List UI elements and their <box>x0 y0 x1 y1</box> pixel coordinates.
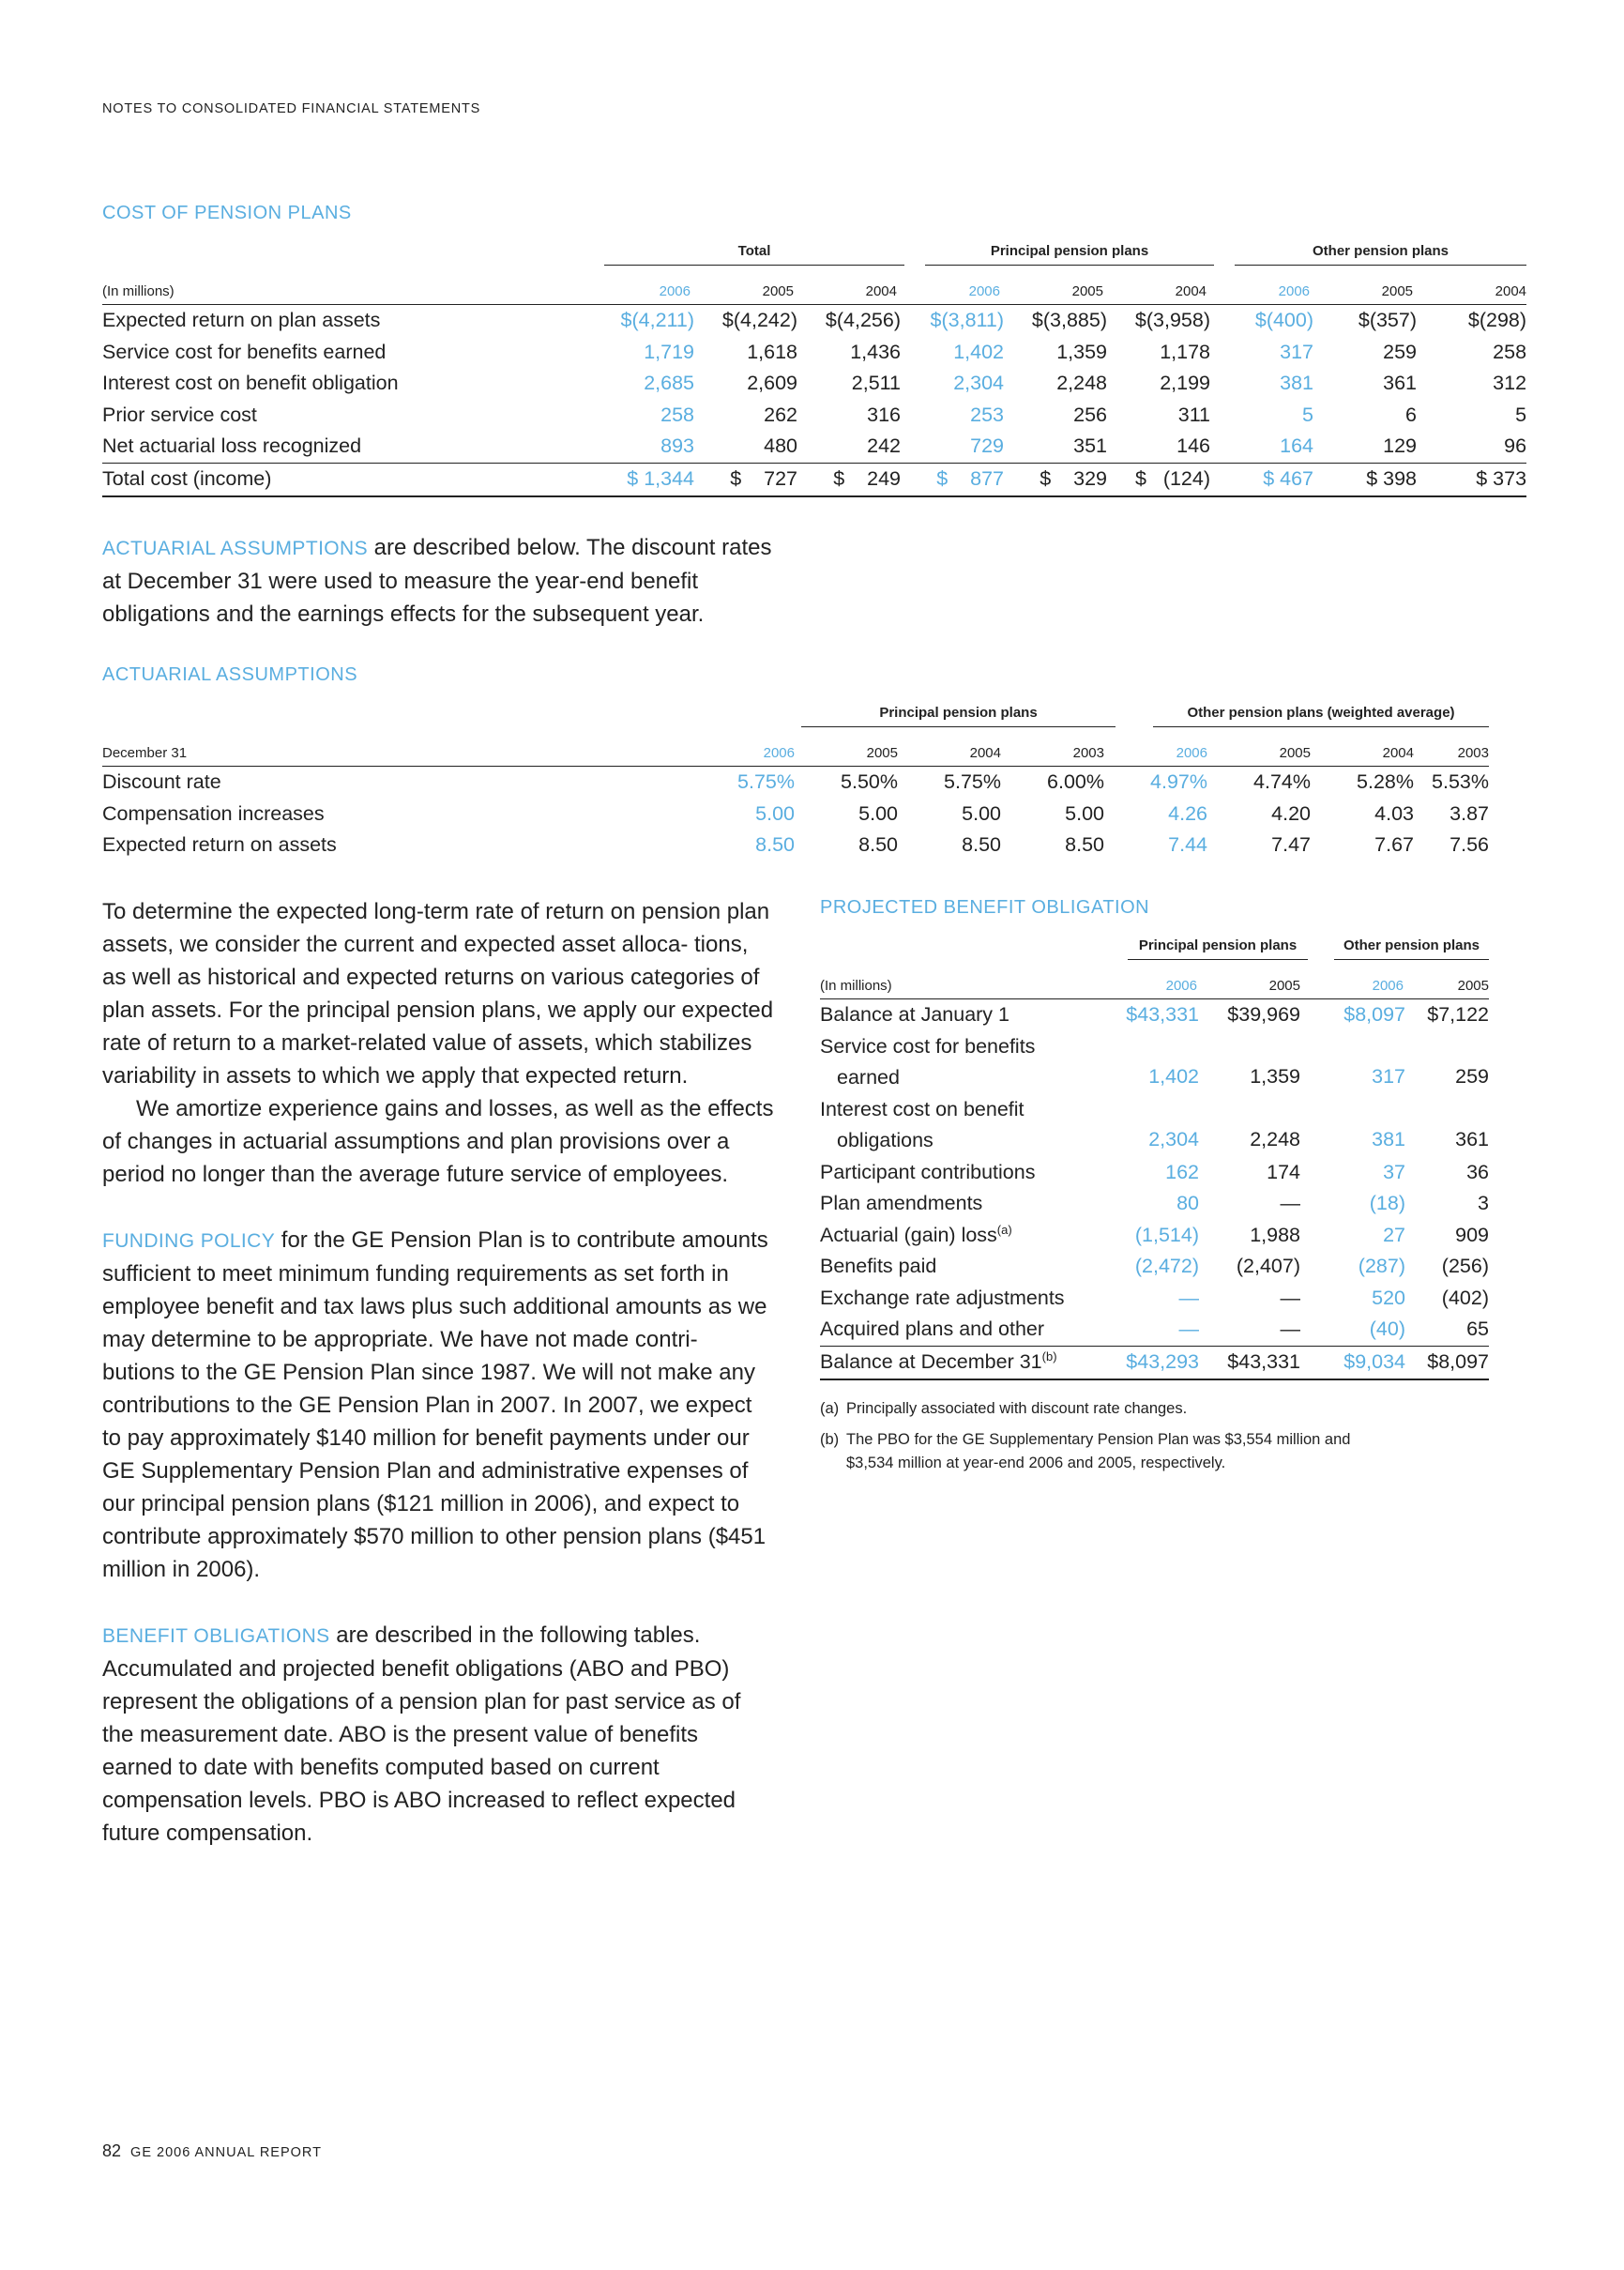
year-header: 2006 <box>1308 966 1411 999</box>
cell-value: 5.50% <box>841 770 898 794</box>
funding-lead: FUNDING POLICY <box>102 1230 276 1252</box>
cell-value: 96 <box>1504 434 1527 458</box>
year-header: 2003 <box>1012 733 1116 767</box>
cell-value: 162 <box>1165 1160 1199 1183</box>
cell-value: 1,402 <box>953 340 1004 363</box>
unit-label: (In millions) <box>102 271 595 305</box>
group-header: Principal pension plans <box>904 228 1214 271</box>
row-label: Discount rate <box>102 770 221 794</box>
cell-value: 8.50 <box>858 833 898 857</box>
year-header: 2006 <box>904 271 1008 305</box>
table-row <box>102 337 1526 369</box>
cell-value: 8.50 <box>755 833 795 857</box>
row-label: Service cost for benefits earned <box>820 1034 1036 1089</box>
table-row <box>102 368 1526 400</box>
funding-text: for the GE Pension Plan is to contribute amounts sufficient to meet minimum funding requirements as set forth in employee benefit and tax laws plus such additional amounts as we may determine to be appropriate. We have not made contri- butions to the GE Pension Plan since 1987. We will not make any contributions to the GE Pension Plan in 2007. In 2007, we expect to pay approximately $140 million for benefit payments under our GE Supplementary Pension Plan and administrative expenses of our principal pension plans ($121 million in 2006), and expect to contribute approximately $570 million to other pension plans ($451 million in 2006). <box>102 1227 768 1582</box>
cell-value: 242 <box>867 434 901 458</box>
row-label: Participant contributions <box>820 1160 1036 1183</box>
cell-value: (256) <box>1441 1255 1489 1278</box>
cell-value: $9,034 <box>1308 1346 1411 1379</box>
cell-value: 5.28% <box>1357 770 1414 794</box>
cell-value: — <box>1280 1286 1300 1309</box>
cell-value: 1,436 <box>850 340 901 363</box>
year-header: 2004 <box>1111 271 1214 305</box>
actuarial-section <box>102 664 1489 861</box>
cell-value: 27 <box>1383 1223 1405 1246</box>
row-label: Actuarial (gain) loss$^{(a)}$ <box>820 1222 1012 1246</box>
year-header: 2005 <box>1219 733 1322 767</box>
cell-value: — <box>1280 1192 1300 1215</box>
cell-value: 2,199 <box>1160 372 1211 395</box>
year-header: 2006 <box>703 733 806 767</box>
paragraph: To determine the expected long-term rate of return on pension plan assets, we consider the current and expected asset alloca- tions, as well as historical and expected returns on various categories of plan assets. For the principal pension plans, we apply our expected rate of return to a market-related value of assets, which stabilizes variability in assets to which we apply that expected return. <box>102 899 774 1089</box>
table-row <box>820 1314 1489 1346</box>
table-row <box>102 400 1526 432</box>
row-label: Compensation increases <box>102 801 325 825</box>
cell-value: 2,248 <box>1250 1127 1300 1150</box>
cell-value: $7,122 <box>1427 1003 1489 1027</box>
cell-value: 4.97% <box>1150 770 1207 794</box>
cell-value: 317 <box>1280 340 1314 363</box>
cell-value: 312 <box>1493 372 1527 395</box>
cell-value: 361 <box>1383 372 1418 395</box>
cell-value: (40) <box>1369 1318 1405 1341</box>
year-header: 2006 <box>1116 733 1219 767</box>
cell-value: $43,293 <box>1101 1346 1205 1379</box>
year-header: 2005 <box>1317 271 1420 305</box>
cell-value: 1,618 <box>747 340 797 363</box>
row-label: Prior service cost <box>102 403 257 426</box>
cell-value: (287) <box>1358 1255 1405 1278</box>
cell-value: 381 <box>1280 372 1314 395</box>
cell-value: 8.50 <box>962 833 1001 857</box>
benefit-obligations-paragraph <box>102 1619 774 1850</box>
year-header: 2004 <box>801 271 904 305</box>
cell-value: 5.00 <box>858 801 898 825</box>
footnote: (a) Principally associated with discount rate changes. <box>820 1399 1188 1417</box>
table-row <box>820 999 1489 1031</box>
table-row <box>820 1157 1489 1189</box>
table-row <box>820 1220 1489 1252</box>
row-label: Interest cost on benefit obligation <box>102 372 399 395</box>
cell-value: 5.00 <box>962 801 1001 825</box>
cell-value: (18) <box>1369 1192 1405 1215</box>
cell-value: 2,304 <box>1148 1127 1199 1150</box>
cell-value: $ 727 <box>698 463 801 496</box>
cell-value: $(4,256) <box>825 309 901 332</box>
cell-value: 4.03 <box>1374 801 1414 825</box>
actuarial-lead: ACTUARIAL ASSUMPTIONS <box>102 538 369 559</box>
cell-value: $(4,242) <box>721 309 797 332</box>
cell-value: 259 <box>1455 1064 1489 1088</box>
benefit-text: are described in the following tables. Accumulated and projected benefit obligations (ABO and PBO) represent the obligations of a pension plan for past service as of the measurement date. ABO is the present value of benefits earned to date with benefits computed based on current compensation levels. PBO is ABO increased to reflect expected future compensation. <box>102 1623 741 1846</box>
cell-value: 316 <box>867 403 901 426</box>
cell-value: 4.26 <box>1168 801 1207 825</box>
cell-value: $(357) <box>1358 309 1418 332</box>
cell-value: (2,407) <box>1236 1255 1300 1278</box>
total-row <box>820 1346 1489 1379</box>
cell-value: 5 <box>1515 403 1527 426</box>
cell-value: 3.87 <box>1449 801 1489 825</box>
row-label: Interest cost on benefit obligations <box>820 1097 1024 1151</box>
cell-value: 1,359 <box>1056 340 1107 363</box>
cell-value: 253 <box>970 403 1004 426</box>
cell-value: $(3,811) <box>930 309 1004 332</box>
cell-value: $43,331 <box>1205 1346 1308 1379</box>
total-row <box>102 463 1526 496</box>
table-row <box>102 767 1489 799</box>
pbo-footnotes <box>820 1397 1489 1475</box>
cell-value: 317 <box>1372 1064 1405 1088</box>
cell-value: 381 <box>1372 1127 1405 1150</box>
pbo-section <box>820 897 1489 1475</box>
cell-value: 174 <box>1267 1160 1300 1183</box>
cell-value: $ 329 <box>1008 463 1111 496</box>
cell-value: 7.47 <box>1271 833 1311 857</box>
actuarial-intro-text: are described below. The discount rates at December 31 were used to measure the year-end benefit obligations and the earnings effects for the subsequent year. <box>102 535 772 627</box>
table-row <box>820 1094 1489 1157</box>
group-header: Principal pension plans <box>703 690 1116 733</box>
cell-value: 65 <box>1466 1318 1489 1341</box>
cell-value: 1,988 <box>1250 1223 1300 1246</box>
table-row <box>820 1283 1489 1315</box>
year-header-row <box>102 271 1526 305</box>
actuarial-intro <box>102 531 782 631</box>
row-label: Acquired plans and other <box>820 1318 1045 1341</box>
cell-value: 3 <box>1478 1192 1489 1215</box>
row-label: Service cost for benefits earned <box>102 340 387 363</box>
cell-value: — <box>1178 1286 1199 1309</box>
cell-value: 4.20 <box>1271 801 1311 825</box>
table-row <box>102 431 1526 463</box>
cost-of-pension-title: COST OF PENSION PLANS <box>102 203 352 223</box>
benefit-lead: BENEFIT OBLIGATIONS <box>102 1625 330 1647</box>
year-header: 2005 <box>1008 271 1111 305</box>
table-row <box>820 1188 1489 1220</box>
paragraph: We amortize experience gains and losses, as well as the effects of changes in actuarial assumptions and plan provisions over a period no longer than the average future service of employees. <box>102 1096 774 1187</box>
cell-value: $43,331 <box>1126 1003 1199 1027</box>
cell-value: 311 <box>1177 403 1211 426</box>
cell-value: 1,359 <box>1250 1064 1300 1088</box>
cell-value: 6 <box>1405 403 1418 426</box>
year-header: 2006 <box>1101 966 1205 999</box>
cell-value: 7.44 <box>1168 833 1207 857</box>
cell-value: — <box>1280 1318 1300 1341</box>
group-header: Other pension plans <box>1214 228 1526 271</box>
year-header: 2006 <box>1214 271 1317 305</box>
cell-value: 351 <box>1073 434 1107 458</box>
cell-value: 893 <box>660 434 694 458</box>
actuarial-title: ACTUARIAL ASSUMPTIONS <box>102 664 358 685</box>
page-number: 82 <box>102 2141 122 2160</box>
cell-value: 520 <box>1372 1286 1405 1309</box>
cell-value: (1,514) <box>1134 1223 1199 1246</box>
cell-value: 7.56 <box>1449 833 1489 857</box>
cost-of-pension-table <box>102 228 1526 497</box>
cell-value: 4.74% <box>1253 770 1311 794</box>
cell-value: 37 <box>1383 1160 1405 1183</box>
row-label: Total cost (income) <box>102 463 595 496</box>
cell-value: 480 <box>764 434 797 458</box>
cell-value: 164 <box>1280 434 1314 458</box>
cell-value: $ 373 <box>1420 463 1526 496</box>
cell-value: $8,097 <box>1343 1003 1405 1027</box>
table-row <box>820 1031 1489 1094</box>
cell-value: $(3,885) <box>1031 309 1107 332</box>
cell-value: 258 <box>660 403 694 426</box>
cell-value: 262 <box>764 403 797 426</box>
cell-value: 5.00 <box>755 801 795 825</box>
cell-value: $ (124) <box>1111 463 1214 496</box>
year-header: 2005 <box>1205 966 1308 999</box>
year-header: 2005 <box>806 733 909 767</box>
cell-value: 729 <box>970 434 1004 458</box>
page-folio <box>102 2141 322 2161</box>
year-header: 2005 <box>698 271 801 305</box>
running-head: NOTES TO CONSOLIDATED FINANCIAL STATEMENTS <box>102 101 481 116</box>
row-label: Balance at January 1 <box>820 1003 1009 1027</box>
cell-value: $(298) <box>1467 309 1527 332</box>
report-name: GE 2006 ANNUAL REPORT <box>130 2145 322 2160</box>
cell-value: 146 <box>1176 434 1211 458</box>
cell-value: $39,969 <box>1227 1003 1300 1027</box>
year-header-row <box>820 966 1489 999</box>
cell-value: 256 <box>1073 403 1107 426</box>
cell-value: $ 398 <box>1317 463 1420 496</box>
cell-value: 80 <box>1176 1192 1199 1215</box>
year-header: 2004 <box>909 733 1012 767</box>
cell-value: 5.75% <box>737 770 795 794</box>
group-header: Principal pension plans <box>1101 922 1308 966</box>
unit-label: December 31 <box>102 733 703 767</box>
cost-of-pension-section <box>102 203 1527 497</box>
cell-value: $ 249 <box>801 463 904 496</box>
pbo-table <box>820 922 1489 1380</box>
row-label: Exchange rate adjustments <box>820 1286 1065 1309</box>
cell-value: — <box>1178 1318 1199 1341</box>
cell-value: 258 <box>1493 340 1527 363</box>
group-header: Other pension plans <box>1308 922 1489 966</box>
cell-value: $(4,211) <box>620 309 694 332</box>
cell-value: 1,719 <box>644 340 694 363</box>
table-row <box>102 305 1526 337</box>
cell-value: 36 <box>1466 1160 1489 1183</box>
row-label: Benefits paid <box>820 1255 937 1278</box>
left-column <box>102 895 774 1850</box>
cell-value: $8,097 <box>1411 1346 1489 1379</box>
year-header-row <box>102 733 1489 767</box>
group-header: Total <box>595 228 904 271</box>
cell-value: $(400) <box>1254 309 1314 332</box>
cell-value: 129 <box>1383 434 1418 458</box>
cell-value: 5.00 <box>1065 801 1104 825</box>
row-label: Balance at December 31$^{(b)}$ <box>820 1346 1101 1379</box>
table-row <box>102 799 1489 830</box>
cell-value: 2,304 <box>953 372 1004 395</box>
row-label: Expected return on plan assets <box>102 309 381 332</box>
unit-label: (In millions) <box>820 966 1101 999</box>
cell-value: 1,178 <box>1160 340 1211 363</box>
cell-value: (402) <box>1441 1286 1489 1309</box>
row-label: Expected return on assets <box>102 833 337 857</box>
cell-value: (2,472) <box>1134 1255 1199 1278</box>
cell-value: $ 877 <box>904 463 1008 496</box>
cell-value: 909 <box>1455 1223 1489 1246</box>
row-label: Net actuarial loss recognized <box>102 434 362 458</box>
group-header: Other pension plans (weighted average) <box>1116 690 1489 733</box>
cell-value: 2,685 <box>644 372 694 395</box>
cell-value: 8.50 <box>1065 833 1104 857</box>
cell-value: 7.67 <box>1374 833 1414 857</box>
cell-value: 5.75% <box>944 770 1001 794</box>
cell-value: 259 <box>1383 340 1418 363</box>
row-label: Plan amendments <box>820 1192 983 1215</box>
year-header: 2006 <box>595 271 698 305</box>
actuarial-table <box>102 690 1489 861</box>
pbo-title: PROJECTED BENEFIT OBLIGATION <box>820 897 1150 918</box>
year-header: 2005 <box>1411 966 1489 999</box>
table-row <box>102 830 1489 861</box>
table-row <box>820 1251 1489 1283</box>
cell-value: 361 <box>1455 1127 1489 1150</box>
cell-value: 2,248 <box>1056 372 1107 395</box>
cell-value: 2,609 <box>747 372 797 395</box>
cell-value: $ 1,344 <box>595 463 698 496</box>
funding-policy-paragraph <box>102 1224 774 1586</box>
cell-value: 6.00% <box>1047 770 1104 794</box>
cell-value: 2,511 <box>851 372 901 395</box>
year-header: 2004 <box>1322 733 1425 767</box>
cell-value: 5 <box>1302 403 1314 426</box>
cell-value: $(3,958) <box>1134 309 1211 332</box>
footnote: (b) The PBO for the GE Supplementary Pension Plan was $3,554 million and $3,534 million at year-end 2006 and 2005, respectively. <box>820 1430 1351 1471</box>
cell-value: 1,402 <box>1148 1064 1199 1088</box>
cell-value: 5.53% <box>1432 770 1489 794</box>
year-header: 2004 <box>1420 271 1526 305</box>
cell-value: $ 467 <box>1214 463 1317 496</box>
year-header: 2003 <box>1425 733 1489 767</box>
